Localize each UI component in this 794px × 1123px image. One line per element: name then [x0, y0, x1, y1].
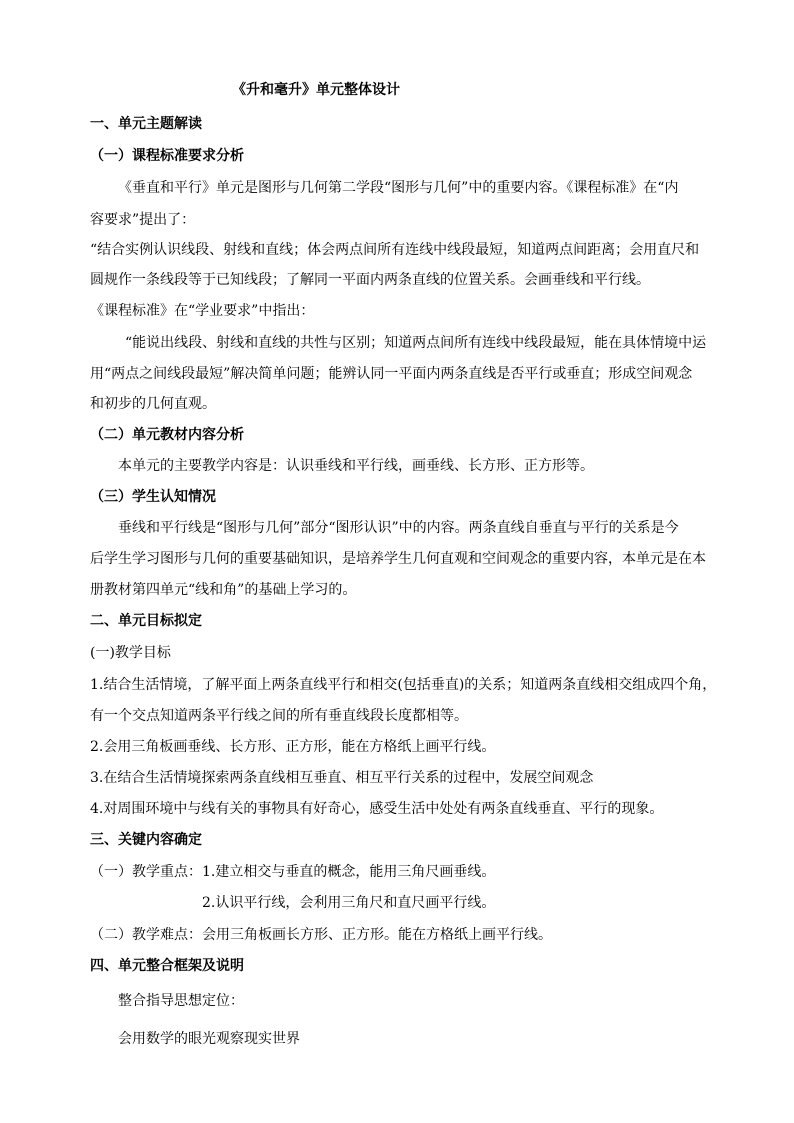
quote-line: 和初步的几何直观。	[90, 396, 216, 412]
paragraph-line: 本单元的主要教学内容是：认识垂线和平行线，画垂线、长方形、正方形等。	[118, 458, 594, 474]
paragraph-line: 会用数学的眼光观察现实世界	[118, 1031, 300, 1047]
section-heading-2: 二、单元目标拟定	[90, 613, 202, 629]
paragraph-line: 容要求”提出了：	[90, 212, 196, 228]
subsection-heading-1-3: （三）学生认知情况	[90, 489, 216, 505]
quote-line: “能说出线段、射线和直线的共性与区别；知道两点间所有连线中线段最短，能在具体情境中运	[125, 335, 707, 351]
paragraph-line: 后学生学习图形与几何的重要基础知识，是培养学生几何直观和空间观念的重要内容，本单元是在本	[90, 551, 706, 567]
subsection-heading-1-1: （一）课程标准要求分析	[90, 148, 244, 164]
quote-line: 圆规作一条线段等于已知线段；了解同一平面内两条直线的位置关系。会画垂线和平行线。	[90, 272, 650, 288]
paragraph-line: 《课程标准》在“学业要求”中指出：	[90, 303, 315, 319]
list-item: 4.对周围环境中与线有关的事物具有好奇心，感受生活中处处有两条直线垂直、平行的现象。	[90, 801, 664, 817]
section-heading-4: 四、单元整合框架及说明	[90, 958, 244, 974]
key-point-line: （一）教学重点：1.建立相交与垂直的概念，能用三角尺画垂线。	[90, 864, 496, 880]
section-heading-3: 三、关键内容确定	[90, 832, 202, 848]
paragraph-line: 整合指导思想定位：	[118, 993, 244, 1009]
list-item: 3.在结合生活情境探索两条直线相互垂直、相互平行关系的过程中，发展空间观念	[90, 770, 594, 786]
paragraph-line: 册教材第四单元“线和角”的基础上学习的。	[90, 582, 357, 598]
list-item: 1.结合生活情境，了解平面上两条直线平行和相交(包括垂直)的关系；知道两条直线相交组成四个角，	[90, 677, 717, 693]
paragraph-line: 垂线和平行线是“图形与几何”部分“图形认识”中的内容。两条直线自垂直与平行的关系是今	[118, 520, 679, 536]
paragraph-line: 《垂直和平行》单元是图形与几何第二学段“图形与几何”中的重要内容。《课程标准》在“内	[118, 180, 679, 196]
quote-line: “结合实例认识线段、射线和直线；体会两点间所有连线中线段最短，知道两点间距离；会用直尺和	[90, 242, 700, 258]
list-item: 2.会用三角板画垂线、长方形、正方形，能在方格纸上画平行线。	[90, 739, 496, 755]
document-title: 《升和毫升》单元整体设计	[232, 82, 400, 98]
section-heading-1: 一、单元主题解读	[90, 116, 202, 132]
quote-line: 用“两点之间线段最短”解决简单问题；能辨认同一平面内两条直线是否平行或垂直；形成空间观念	[90, 366, 693, 382]
key-point-line: 2.认识平行线，会利用三角尺和直尺画平行线。	[202, 895, 496, 911]
list-item-continuation: 有一个交点知道两条平行线之间的所有垂直线段长度都相等。	[90, 708, 468, 724]
difficulty-line: （二）教学难点：会用三角板画长方形、正方形。能在方格纸上画平行线。	[90, 927, 552, 943]
subsection-heading-1-2: （二）单元教材内容分析	[90, 427, 244, 443]
subsection-heading-2-1: (一)教学目标	[90, 645, 171, 661]
